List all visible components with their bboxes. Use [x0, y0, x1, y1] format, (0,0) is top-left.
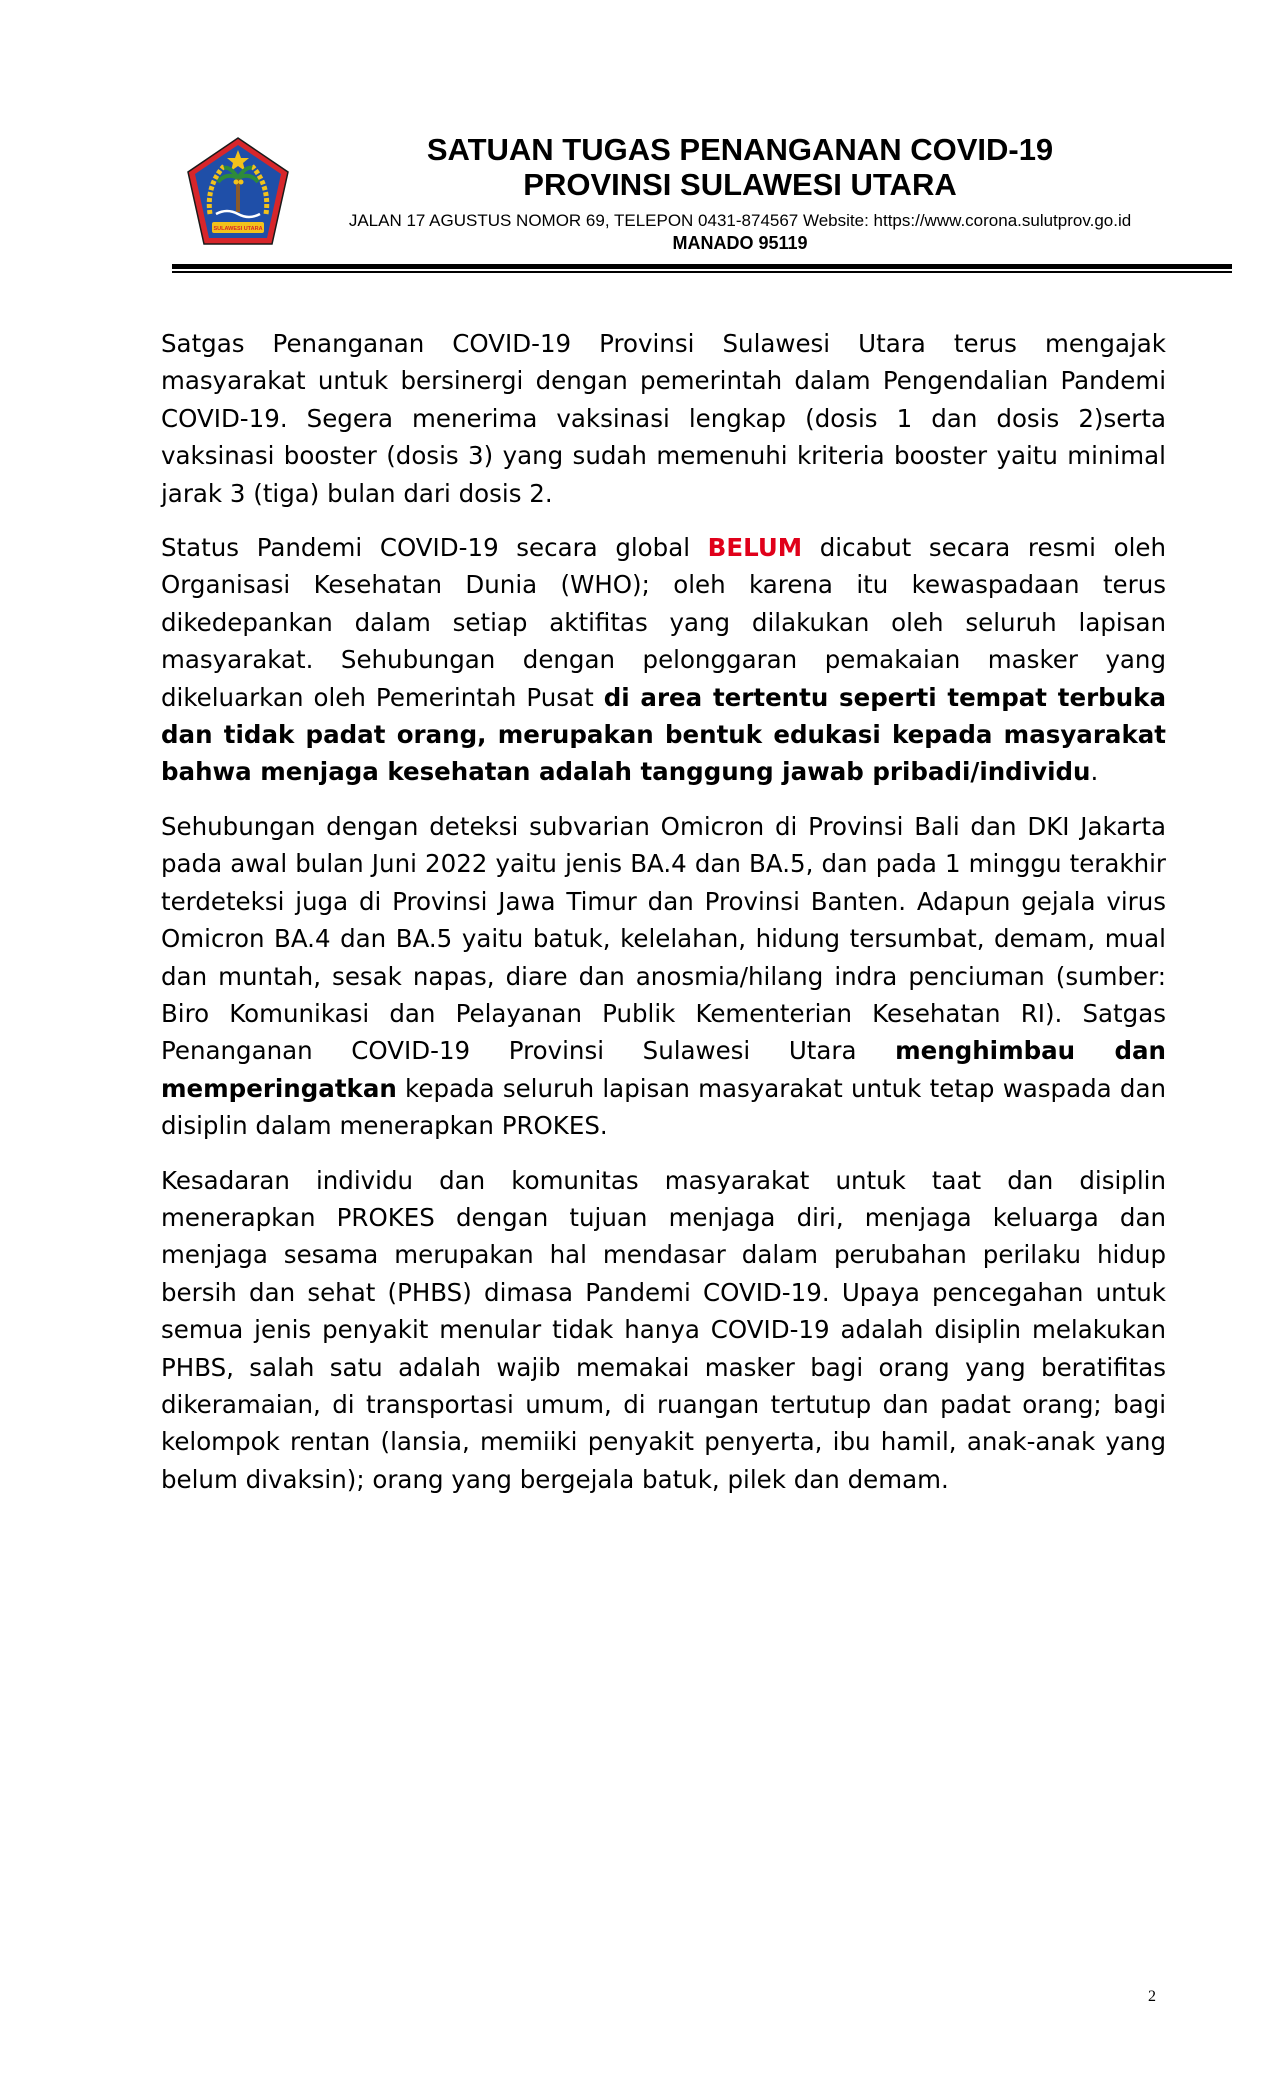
paragraph-2-text-a: Status Pandemi COVID-19 secara global	[161, 533, 708, 563]
paragraph-2	[161, 529, 1166, 791]
paragraph-1: Satgas Penanganan COVID-19 Provinsi Sulawesi Utara terus mengajak masyarakat untuk bersinergi dengan pemerintah dalam Pengendalian Pandemi COVID-19. Segera menerima vaksinasi lengkap (dosis 1 dan dosis 2)serta vaksinasi booster (dosis 3) yang sudah memenuhi kriteria booster yaitu minimal jarak 3 (tiga) bulan dari dosis 2.	[161, 329, 1166, 508]
letterhead-divider-thick	[172, 264, 1232, 269]
document-body	[161, 325, 1166, 1515]
paragraph-3-text-a: Sehubungan dengan deteksi subvarian Omicron di Provinsi Bali dan DKI Jakarta pada awal bulan Juni 2022 yaitu jenis BA.4 dan BA.5, dan pada 1 minggu terakhir terdeteksi juga di Provinsi Jawa Timur dan Provinsi Banten. Adapun gejala virus Omicron BA.4 dan BA.5 yaitu batuk, kelelahan, hidung tersumbat, demam, mual dan muntah, sesak napas, diare dan anosmia/hilang indra penciuman (sumber: Biro Komunikasi dan Pelayanan Publik Kementerian Kesehatan RI). Satgas Penanganan COVID-19 Provinsi Sulawesi Utara	[161, 811, 1166, 1066]
provincial-emblem-icon	[186, 136, 290, 248]
letterhead-divider-thin	[172, 271, 1232, 273]
paragraph-2-text-c: dicabut secara resmi oleh Organisasi Kesehatan Dunia (WHO); oleh karena itu kewaspadaan terus dikedepankan dalam setiap aktifitas yang dilakukan oleh seluruh lapisan masyarakat. Sehubungan dengan pelonggaran pemakaian masker yang dikeluarkan oleh Pemerintah Pusat	[161, 533, 1166, 712]
paragraph-2-bold-statement: di area tertentu seperti tempat terbuka dan tidak padat orang, merupakan bentuk edukasi kepada masyarakat bahwa menjaga kesehatan adalah tanggung jawab pribadi/individu	[161, 682, 1166, 787]
paragraph-3	[161, 808, 1166, 1145]
agency-address: JALAN 17 AGUSTUS NOMOR 69, TELEPON 0431-874567 Website: https://www.corona.sulutprov.go.id	[348, 211, 1132, 230]
province-title: PROVINSI SULAWESI UTARA	[523, 167, 957, 202]
svg-text:SULAWESI UTARA: SULAWESI UTARA	[213, 226, 263, 232]
letterhead	[0, 0, 1275, 280]
paragraph-3-text-c: kepada seluruh lapisan masyarakat untuk tetap waspada dan disiplin dalam menerapkan PROKES.	[161, 1073, 1166, 1141]
letterhead-text	[320, 132, 1160, 254]
belum-emphasis: BELUM	[707, 533, 803, 563]
paragraph-4: Kesadaran individu dan komunitas masyarakat untuk taat dan disiplin menerapkan PROKES dengan tujuan menjaga diri, menjaga keluarga dan menjaga sesama merupakan hal mendasar dalam perubahan perilaku hidup bersih dan sehat (PHBS) dimasa Pandemi COVID-19. Upaya pencegahan untuk semua jenis penyakit menular tidak hanya COVID-19 adalah disiplin melakukan PHBS, salah satu adalah wajib memakai masker bagi orang yang beratifitas dikeramaian, di transportasi umum, di ruangan tertutup dan padat orang; bagi kelompok rentan (lansia, memiiki penyakit penyerta, ibu hamil, anak-anak yang belum divaksin); orang yang bergejala batuk, pilek dan demam.	[161, 1165, 1166, 1494]
paragraph-3-bold-appeal: menghimbau dan memperingatkan	[161, 1036, 1166, 1103]
agency-title: SATUAN TUGAS PENANGANAN COVID-19	[426, 132, 1054, 167]
agency-city: MANADO 95119	[672, 233, 808, 253]
paragraph-2-text-e: .	[1090, 757, 1099, 787]
page-number: 2	[1148, 1988, 1156, 2005]
